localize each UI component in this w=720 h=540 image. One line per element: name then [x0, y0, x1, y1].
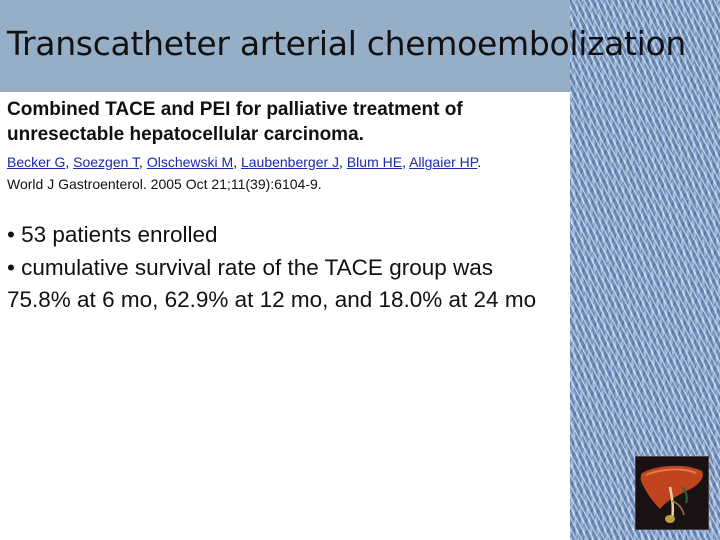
paper-title: Combined TACE and PEI for palliative treatment of unresectable hepatocellular carcinoma. [7, 99, 463, 145]
author-separator: , [139, 154, 147, 170]
bullet-item: • 53 patients enrolled [7, 222, 218, 247]
author-link[interactable]: Olschewski M [146, 154, 234, 170]
liver-illustration-graphic [636, 457, 708, 529]
author-list [7, 154, 567, 171]
author-link[interactable]: Allgaier HP [409, 154, 478, 170]
author-end: . [477, 154, 482, 170]
bullet-item: • cumulative survival rate of the TACE group was 75.8% at 6 mo, 62.9% at 12 mo, and 18.0% at 24 mo [7, 254, 537, 312]
journal-citation: World J Gastroenterol. 2005 Oct 21;11(39):6104-9. [7, 176, 322, 192]
author-link[interactable]: Blum HE [346, 154, 403, 170]
author-separator: , [233, 154, 241, 170]
author-separator: , [339, 154, 347, 170]
author-link[interactable]: Becker G [7, 154, 66, 170]
author-link[interactable]: Soezgen T [73, 154, 140, 170]
bullet-list [7, 219, 559, 317]
liver-illustration-icon [635, 456, 709, 530]
author-link[interactable]: Laubenberger J [240, 154, 340, 170]
slide-title: Transcatheter arterial chemoembolization [7, 24, 687, 63]
author-separator: , [65, 154, 74, 170]
author-separator: , [402, 154, 410, 170]
